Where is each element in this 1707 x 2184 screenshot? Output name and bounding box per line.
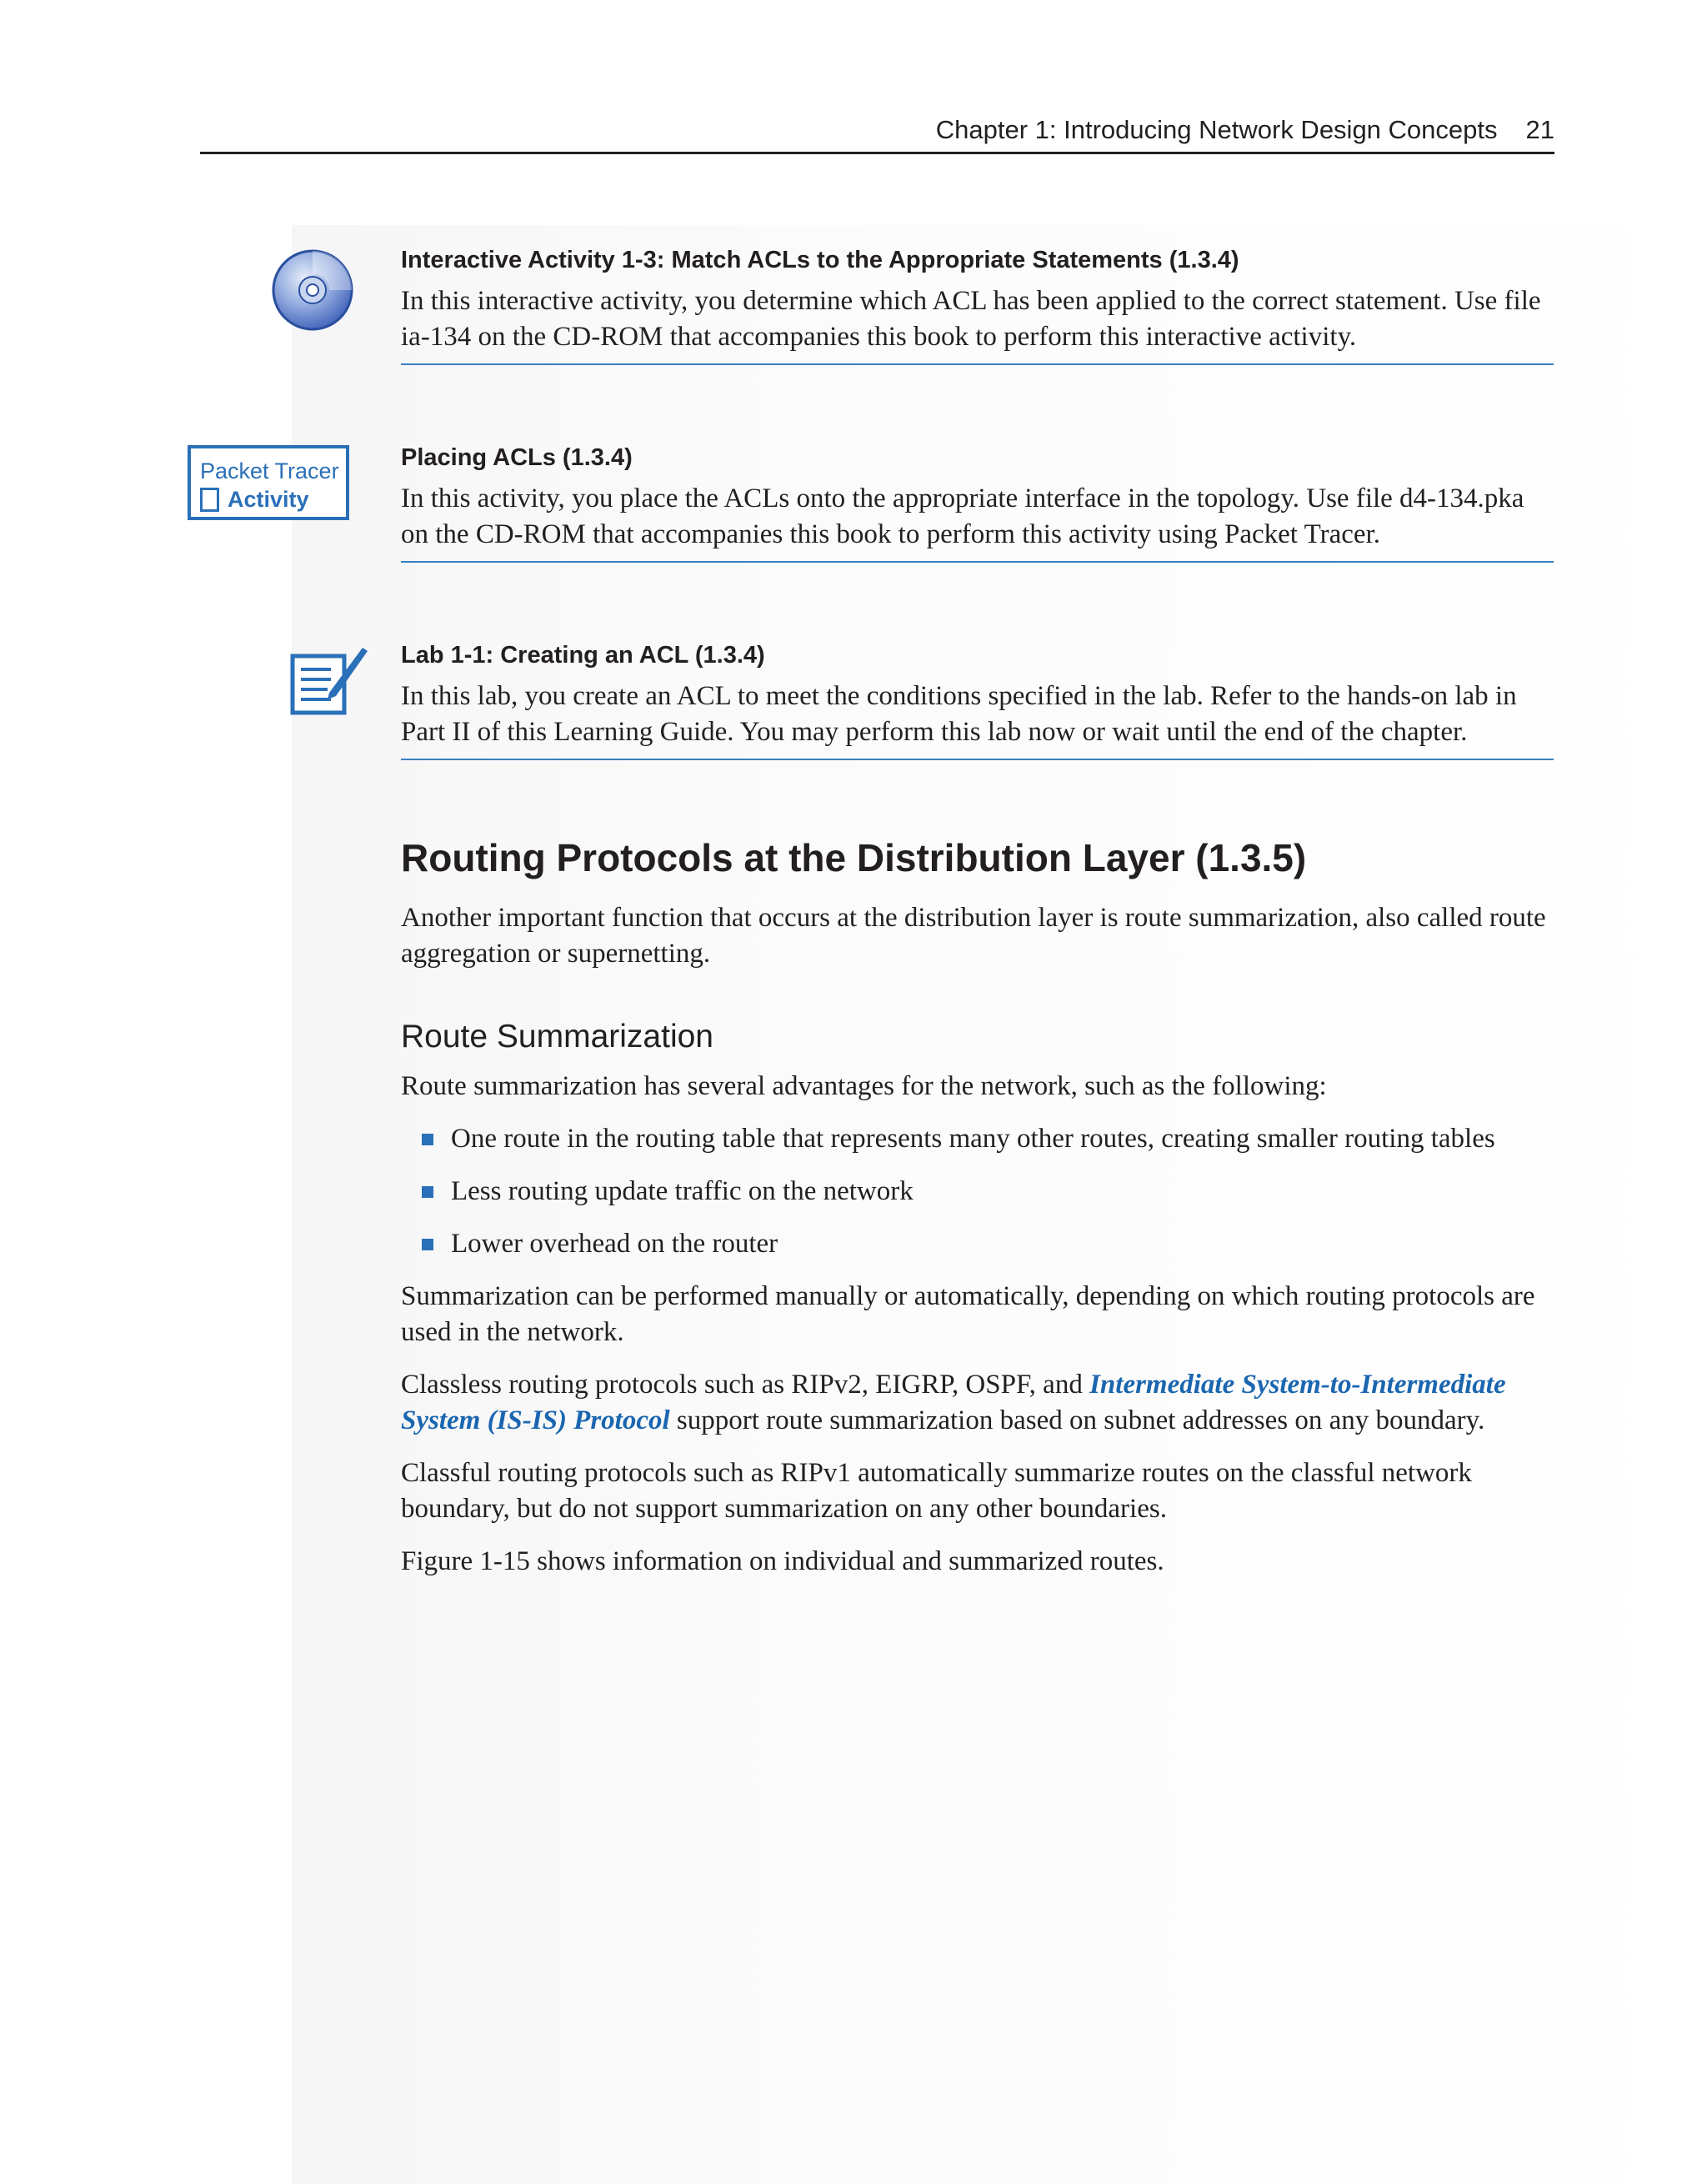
- list-item-text: Lower overhead on the router: [451, 1229, 778, 1259]
- section-intro: Another important function that occurs at the distribution layer is route summarization, also called route aggregation or supernetting.: [401, 903, 1546, 969]
- callout-title: Interactive Activity 1-3: Match ACLs to the Appropriate Statements (1.3.4): [401, 247, 1239, 273]
- list-item-text: Less routing update traffic on the network: [451, 1176, 914, 1206]
- activity-label-row: [200, 487, 309, 513]
- is-is-glossary-term: Intermediate System-to-Intermediate System (IS-IS) Protocol: [401, 1370, 1506, 1435]
- section-heading: Routing Protocols at the Distribution Layer (1.3.5): [401, 836, 1307, 879]
- bullet-square-icon: [422, 1186, 433, 1198]
- cd-rom-icon: [271, 248, 354, 332]
- list-item: [401, 1226, 1554, 1262]
- summarization-paragraph: Summarization can be performed manually or automatically, depending on which routing protocols are used in the network.: [401, 1281, 1535, 1347]
- packet-tracer-callout: [401, 441, 1554, 563]
- section-intro-block: [401, 900, 1554, 989]
- callout-text: In this lab, you create an ACL to meet the conditions specified in the lab. Refer to the hands-on lab in Part II of this Learning Guide. You may perform this lab now or wait until the end of the chapter.: [401, 681, 1517, 747]
- callout-title: Placing ACLs (1.3.4): [401, 444, 633, 471]
- bullet-square-icon: [422, 1239, 433, 1250]
- classless-text-end: support route summarization based on subnet addresses on any boundary.: [669, 1405, 1485, 1435]
- list-item-text: One route in the routing table that represents many other routes, creating smaller routing tables: [451, 1124, 1495, 1154]
- activity-label: Activity: [228, 487, 309, 512]
- page-number: 21: [1525, 115, 1554, 144]
- callout-text: In this activity, you place the ACLs onto the appropriate interface in the topology. Use file d4-134.pka on the CD-ROM that accompanies this book to perform this activity using Packet Tracer.: [401, 483, 1524, 549]
- list-item: [401, 1121, 1554, 1157]
- checkbox-icon: [200, 488, 219, 512]
- packet-tracer-activity-badge: [188, 445, 349, 520]
- callout-title: Lab 1-1: Creating an ACL (1.3.4): [401, 642, 765, 669]
- bullet-square-icon: [422, 1134, 433, 1145]
- classless-text-start: Classless routing protocols such as RIPv2, EIGRP, OSPF, and: [401, 1370, 1090, 1400]
- figure-reference-paragraph: Figure 1-15 shows information on individual and summarized routes.: [401, 1546, 1164, 1576]
- lab-clipboard-icon: [289, 643, 369, 716]
- running-header: [200, 115, 1554, 154]
- classless-paragraph: [401, 1367, 1554, 1439]
- lead-paragraph: Route summarization has several advantages for the network, such as the following:: [401, 1071, 1327, 1101]
- subsection-body: [401, 1069, 1554, 1596]
- subheading-block: [401, 1019, 1554, 1055]
- classful-paragraph: Classful routing protocols such as RIPv1 automatically summarize routes on the classful network boundary, but do not support summarization on any other boundaries.: [401, 1458, 1472, 1524]
- chapter-title: Chapter 1: Introducing Network Design Concepts: [935, 115, 1498, 144]
- list-item: [401, 1174, 1554, 1210]
- advantages-list: [401, 1121, 1554, 1262]
- subsection-heading: Route Summarization: [401, 1019, 713, 1054]
- interactive-activity-callout: [401, 243, 1554, 365]
- packet-tracer-label: Packet Tracer: [200, 458, 339, 483]
- lab-callout: [401, 639, 1554, 760]
- callout-text: In this interactive activity, you determine which ACL has been applied to the correct statement. Use file ia-134 on the CD-ROM that accompanies this book to perform this interactive activity.: [401, 286, 1541, 352]
- section-heading-block: [401, 835, 1554, 880]
